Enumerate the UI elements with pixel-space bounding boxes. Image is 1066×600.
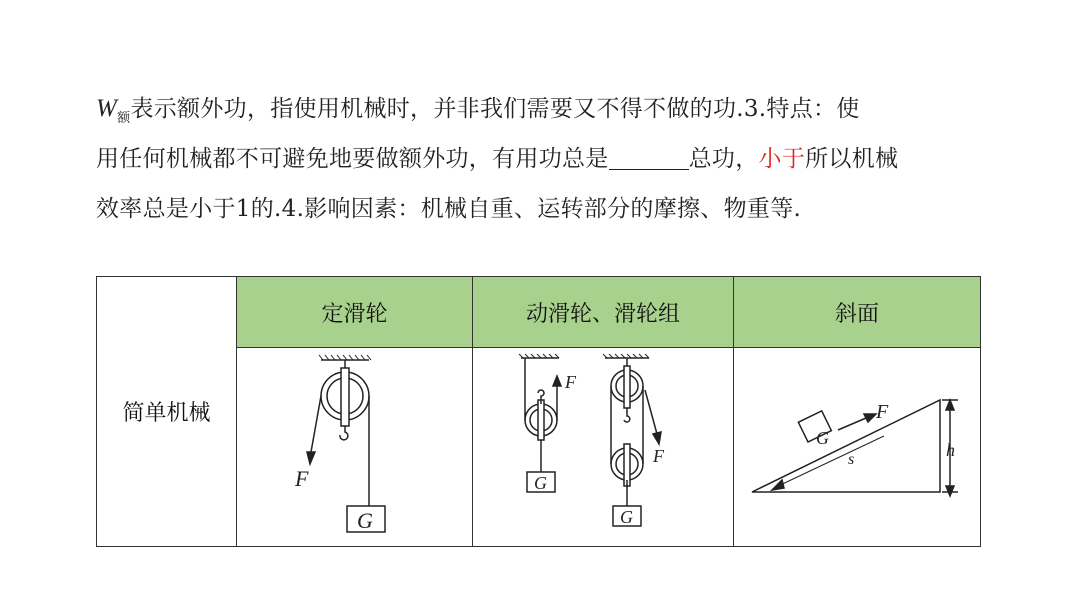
- w-subscript: 额: [117, 111, 131, 126]
- incline-distance-label: s: [848, 451, 855, 468]
- answer-text: 小于: [758, 146, 806, 172]
- fixed-pulley-force-label: F: [295, 466, 309, 491]
- line2-tail-text: 所以机械: [805, 146, 899, 172]
- pulley-block-force-label: F: [653, 446, 664, 466]
- pulley-block-weight-label: G: [620, 507, 633, 527]
- incline-cell: [734, 348, 981, 547]
- fixed-pulley-cell: [237, 348, 473, 547]
- incline-force-label: F: [876, 401, 889, 423]
- line1-text: 表示额外功，指使用机械时，并非我们需要又不得不做的功.3.特点：使: [130, 96, 860, 122]
- fixed-pulley-diagram: [237, 348, 473, 542]
- paragraph-line-1: [96, 84, 976, 134]
- column-header-fixed-pulley: 定滑轮: [237, 277, 473, 348]
- incline-height-label: h: [946, 440, 955, 460]
- movable-pulley-force-label: F: [565, 372, 576, 392]
- paragraph-line-3: 效率总是小于1的.4.影响因素：机械自重、运转部分的摩擦、物重等.: [96, 196, 802, 222]
- incline-weight-label: G: [816, 428, 829, 448]
- movable-pulley-cell: [473, 348, 734, 547]
- explanation-paragraph: [96, 84, 976, 234]
- w-symbol: W: [96, 95, 118, 122]
- row-header-simple-machine: 简单机械: [97, 277, 237, 547]
- movable-pulley-diagram: [473, 348, 734, 542]
- fill-in-blank: [609, 141, 689, 170]
- movable-pulley-weight-label: G: [534, 473, 547, 493]
- column-header-movable-pulley: 动滑轮、滑轮组: [473, 277, 734, 348]
- line2-after-text: 总功，: [688, 146, 759, 172]
- line2-before-text: 用任何机械都不可避免地要做额外功，有用功总是: [96, 146, 609, 172]
- simple-machines-table: [96, 276, 981, 547]
- incline-diagram: [734, 348, 981, 542]
- paragraph-line-2: [96, 134, 976, 184]
- column-header-incline: 斜面: [734, 277, 981, 348]
- fixed-pulley-weight-label: G: [357, 508, 373, 533]
